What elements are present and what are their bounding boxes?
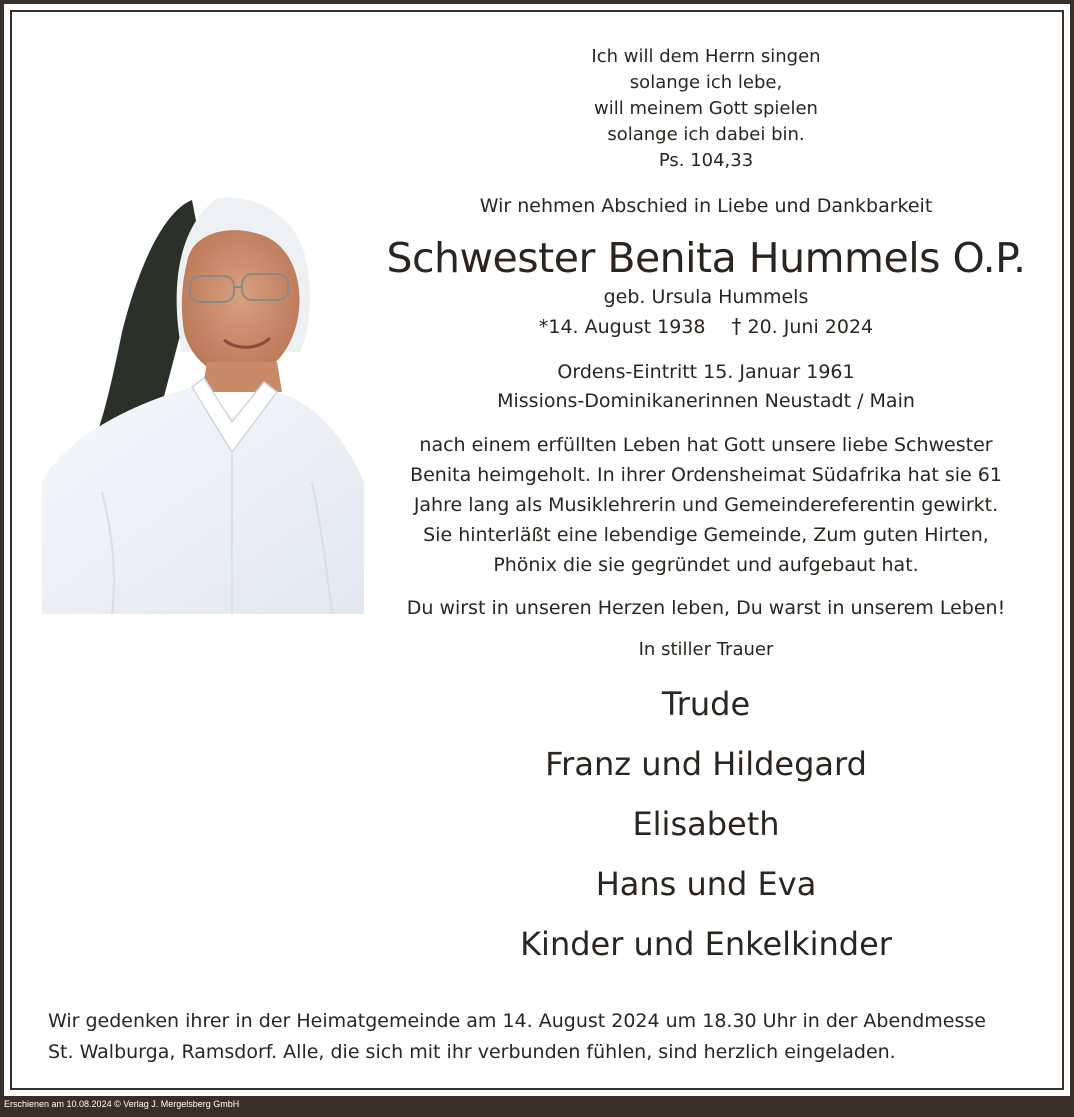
family-member: Trude bbox=[661, 685, 751, 723]
body-line: Jahre lang als Musiklehrerin und Gemeindereferentin gewirkt. bbox=[413, 494, 999, 516]
psalm-line: solange ich dabei bin. bbox=[607, 124, 805, 145]
family-member: Elisabeth bbox=[632, 805, 780, 843]
family-list bbox=[370, 676, 1042, 976]
psalm-line: Ich will dem Herrn singen bbox=[591, 46, 821, 67]
body-line: Sie hinterläßt eine lebendige Gemeinde, Zum guten Hirten, bbox=[423, 524, 989, 546]
memorial-line: Wir gedenken ihrer in der Heimatgemeinde am 14. August 2024 um 18.30 Uhr in der Abendmesse bbox=[48, 1010, 986, 1032]
intro-text: Wir nehmen Abschied in Liebe und Dankbarkeit bbox=[479, 195, 933, 217]
death-date: 20. Juni 2024 bbox=[747, 316, 874, 338]
psalm-line: will meinem Gott spielen bbox=[594, 98, 818, 119]
order-entry: Ordens-Eintritt 15. Januar 1961 bbox=[557, 361, 855, 383]
order-community: Missions-Dominikanerinnen Neustadt / Main bbox=[497, 390, 915, 412]
psalm-line: solange ich lebe, bbox=[629, 72, 783, 93]
deceased-name: Schwester Benita Hummels O.P. bbox=[386, 234, 1026, 282]
birth-date: *14. August 1938 bbox=[538, 316, 706, 338]
cross-icon: † bbox=[731, 314, 742, 338]
body-line: Phönix die sie gegründet und aufgebaut hat. bbox=[493, 554, 919, 576]
life-dates bbox=[370, 312, 1042, 341]
publication-footer: Erschienen am 10.08.2024 © Verlag J. Mergelsberg GmbH bbox=[4, 1099, 240, 1109]
family-member: Hans und Eva bbox=[595, 865, 817, 903]
body-line: Benita heimgeholt. In ihrer Ordensheimat Südafrika hat sie 61 bbox=[410, 464, 1002, 486]
obituary-body bbox=[370, 430, 1042, 580]
memorial-notice bbox=[48, 1006, 1048, 1068]
birth-name: geb. Ursula Hummels bbox=[603, 286, 809, 308]
portrait-photo bbox=[42, 192, 364, 614]
psalm-reference: Ps. 104,33 bbox=[658, 150, 754, 171]
obituary-card bbox=[4, 4, 1070, 1096]
closing-line: Du wirst in unseren Herzen leben, Du warst in unserem Leben! bbox=[406, 597, 1006, 619]
memorial-line: St. Walburga, Ramsdorf. Alle, die sich mit ihr verbunden fühlen, sind herzlich eingeladen. bbox=[48, 1041, 896, 1063]
family-member: Kinder und Enkelkinder bbox=[520, 925, 892, 963]
order-info bbox=[370, 358, 1042, 416]
mourning-label: In stiller Trauer bbox=[638, 639, 774, 660]
family-member: Franz und Hildegard bbox=[545, 745, 867, 783]
psalm-verse bbox=[370, 44, 1042, 174]
body-line: nach einem erfüllten Leben hat Gott unsere liebe Schwester bbox=[419, 434, 993, 456]
